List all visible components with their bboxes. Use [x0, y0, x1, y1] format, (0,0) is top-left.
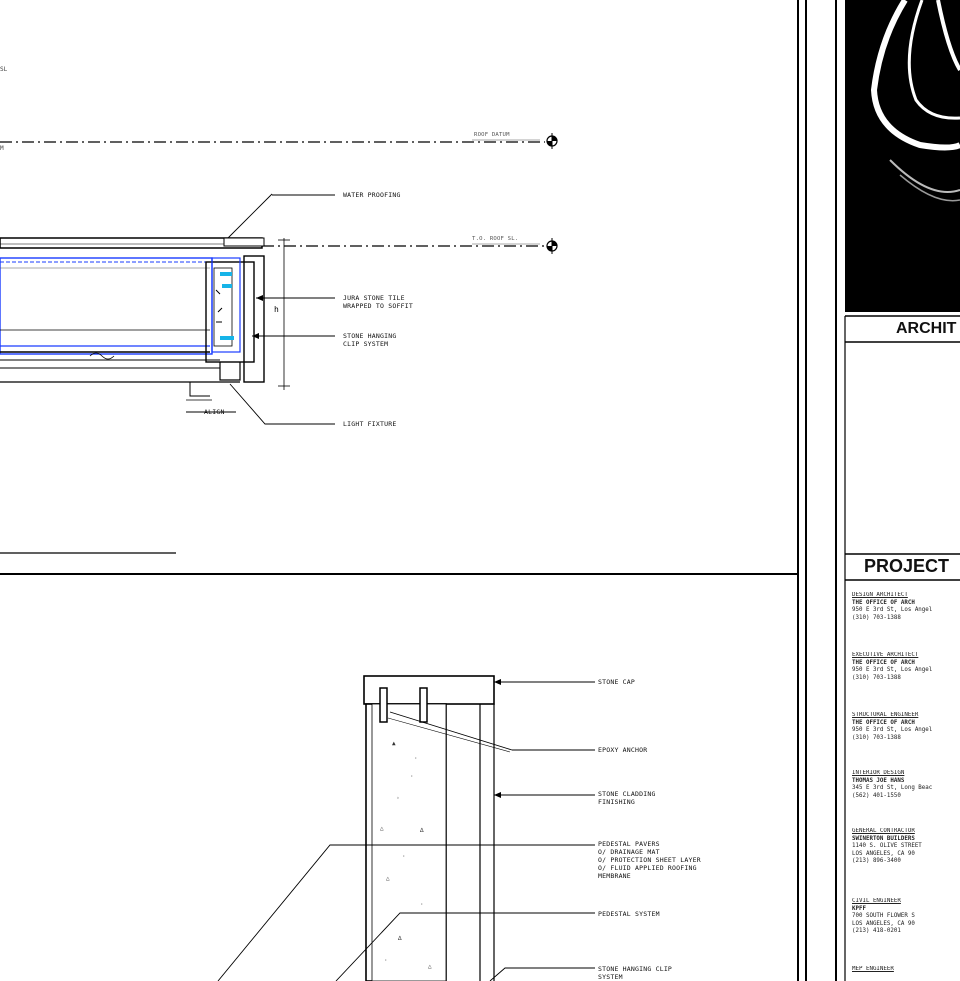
team-line: 950 E 3rd St, Los Angel [852, 607, 933, 614]
team-line: (213) 418-0201 [852, 928, 901, 935]
team-line: (310) 703-1388 [852, 734, 901, 741]
label-clip-system-bottom: STONE HANGING CLIP SYSTEM [598, 965, 673, 981]
parapet-section [364, 676, 512, 981]
team-line: 950 E 3rd St, Los Angel [852, 727, 933, 734]
team-firm: THOMAS JOE HANS [852, 777, 905, 784]
team-entry [852, 770, 960, 800]
team-firm: THE OFFICE OF ARCH [852, 599, 915, 606]
datum-symbol-top [547, 133, 557, 149]
label-stone-cladding: STONE CLADDING FINISHING [598, 790, 656, 806]
team-line: 950 E 3rd St, Los Angel [852, 667, 933, 674]
team-role: DESIGN ARCHITECT [852, 592, 908, 598]
svg-text:△: △ [428, 963, 432, 970]
label-align: ALIGN [204, 408, 225, 416]
arrow-hanging-clip [252, 333, 259, 339]
team-line: 1140 S. OLIVE STREET [852, 843, 922, 850]
team-entry [852, 966, 960, 974]
team-entry [852, 898, 960, 936]
team-role: INTERIOR DESIGN [852, 770, 905, 776]
team-role: MEP ENGINEER [852, 966, 894, 972]
arrow-stone-tile [256, 295, 263, 301]
arrow-stone-cap [494, 679, 501, 685]
team-role: STRUCTURAL ENGINEER [852, 712, 919, 718]
label-hanging-clip: STONE HANGING CLIP SYSTEM [343, 332, 397, 348]
label-epoxy-anchor: EPOXY ANCHOR [598, 746, 648, 754]
label-stone-cap: STONE CAP [598, 678, 636, 686]
svg-text:·: · [420, 901, 424, 908]
team-role: EXECUTIVE ARCHITECT [852, 652, 919, 658]
svg-text:·: · [402, 853, 406, 860]
team-entry [852, 712, 960, 742]
edge-mark-1: SL [0, 66, 8, 73]
team-firm: THE OFFICE OF ARCH [852, 659, 915, 666]
datum-symbol-bottom [547, 238, 557, 254]
team-line: (562) 401-1550 [852, 792, 901, 799]
team-entry [852, 652, 960, 682]
svg-text:▲: ▲ [392, 740, 396, 747]
team-firm: THE OFFICE OF ARCH [852, 719, 915, 726]
label-stone-tile: JURA STONE TILE WRAPPED TO SOFFIT [343, 294, 413, 310]
roof-slab-assembly [0, 194, 290, 400]
svg-text:∆: ∆ [398, 935, 402, 942]
team-entry [852, 828, 960, 866]
team-line: 700 SOUTH FLOWER S [852, 913, 915, 920]
team-line: LOS ANGELES, CA 90 [852, 850, 915, 857]
svg-text:h: h [274, 305, 279, 314]
svg-text:◦: ◦ [396, 795, 400, 802]
svg-text:∆: ∆ [420, 827, 424, 834]
project-heading: PROJECT [864, 556, 950, 576]
svg-text:·: · [384, 957, 388, 964]
team-role: CIVIL ENGINEER [852, 898, 901, 904]
roof-datum-label: ROOF DATUM [474, 132, 510, 138]
edge-mark-2: M [0, 145, 4, 152]
svg-text:△: △ [380, 825, 384, 832]
label-pedestal-pavers: PEDESTAL PAVERS O/ DRAINAGE MAT O/ PROTECTION SHEET LAYER O/ FLUID APPLIED ROOFING MEMBRANE [598, 840, 701, 880]
team-firm: KPFF [852, 905, 866, 912]
team-line: (310) 703-1388 [852, 674, 901, 681]
svg-text:·: · [414, 755, 418, 762]
svg-text:△: △ [386, 875, 390, 882]
team-line: 345 E 3rd St, Long Beac [852, 785, 933, 792]
label-light-fixture: LIGHT FIXTURE [343, 420, 397, 428]
team-line: (213) 896-3400 [852, 858, 901, 865]
svg-text:·: · [410, 773, 414, 780]
team-role: GENERAL CONTRACTOR [852, 828, 915, 834]
team-firm: SWINERTON BUILDERS [852, 835, 915, 842]
team-entry [852, 592, 960, 622]
team-line: LOS ANGELES, CA 90 [852, 920, 915, 927]
arrow-stone-cladding [494, 792, 501, 798]
architect-heading: ARCHIT [896, 320, 957, 337]
label-pedestal-system: PEDESTAL SYSTEM [598, 910, 660, 918]
team-line: (310) 703-1388 [852, 614, 901, 621]
slab-datum-label: T.O. ROOF SL. [472, 236, 519, 242]
label-waterproofing: WATER PROOFING [343, 191, 401, 199]
